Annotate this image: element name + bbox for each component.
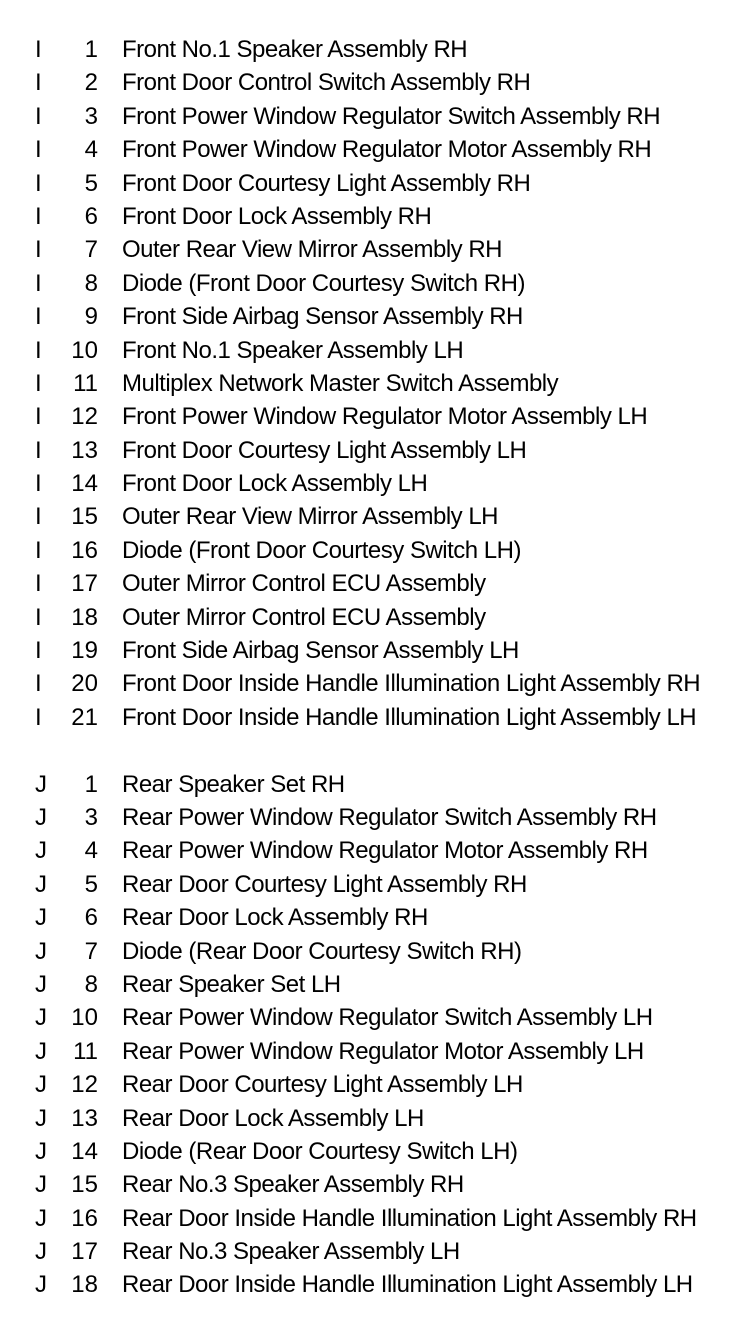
legend-row (0, 567, 752, 600)
connector-letter: I (35, 503, 42, 531)
legend-row (0, 300, 752, 333)
item-number: 14 (71, 1137, 98, 1165)
legend-row (0, 1001, 752, 1034)
item-number: 11 (73, 1037, 98, 1065)
item-number: 9 (84, 303, 98, 331)
connector-letter: I (35, 136, 42, 164)
item-number: 4 (84, 837, 98, 865)
legend-row (0, 167, 752, 200)
legend-row (0, 1035, 752, 1068)
connector-letter: J (35, 1238, 47, 1266)
component-name: Front Door Inside Handle Illumination Light Assembly LH (122, 703, 697, 731)
item-number: 2 (84, 69, 98, 97)
item-number: 15 (71, 503, 98, 531)
component-name: Rear Speaker Set LH (122, 970, 341, 998)
item-number: 17 (71, 570, 98, 598)
item-number: 14 (71, 470, 98, 498)
connector-letter: I (35, 536, 42, 564)
item-number: 21 (71, 703, 98, 731)
legend-row (0, 233, 752, 266)
component-name: Diode (Rear Door Courtesy Switch RH) (122, 937, 522, 965)
legend-row (0, 200, 752, 233)
item-number: 6 (84, 202, 98, 230)
component-name: Rear Door Courtesy Light Assembly RH (122, 870, 527, 898)
component-name: Diode (Rear Door Courtesy Switch LH) (122, 1137, 518, 1165)
legend-row (0, 1235, 752, 1268)
component-name: Rear Speaker Set RH (122, 770, 345, 798)
item-number: 17 (71, 1238, 98, 1266)
item-number: 13 (71, 436, 98, 464)
connector-letter: J (35, 1004, 47, 1032)
component-name: Rear Door Lock Assembly LH (122, 1104, 424, 1132)
component-name: Outer Mirror Control ECU Assembly (122, 570, 486, 598)
legend-section-j (0, 768, 752, 1302)
connector-letter: J (35, 770, 47, 798)
component-name: Outer Mirror Control ECU Assembly (122, 603, 486, 631)
connector-letter: J (35, 1271, 47, 1299)
legend-row (0, 1135, 752, 1168)
connector-letter: I (35, 436, 42, 464)
legend-row (0, 701, 752, 734)
component-name: Rear Power Window Regulator Switch Assembly LH (122, 1004, 653, 1032)
item-number: 7 (84, 937, 98, 965)
component-name: Front Power Window Regulator Switch Assembly RH (122, 102, 661, 130)
connector-letter: J (35, 837, 47, 865)
component-name: Multiplex Network Master Switch Assembly (122, 369, 559, 397)
component-name: Front Power Window Regulator Motor Assembly RH (122, 136, 652, 164)
legend-row (0, 935, 752, 968)
component-name: Front Door Lock Assembly LH (122, 470, 428, 498)
component-name: Front Door Inside Handle Illumination Light Assembly RH (122, 670, 701, 698)
connector-letter: J (35, 1171, 47, 1199)
item-number: 19 (71, 637, 98, 665)
connector-letter: I (35, 303, 42, 331)
item-number: 1 (84, 36, 98, 63)
connector-letter: I (35, 570, 42, 598)
connector-letter: I (35, 670, 42, 698)
legend-row (0, 534, 752, 567)
item-number: 13 (71, 1104, 98, 1132)
connector-letter: J (35, 1204, 47, 1232)
connector-letter: I (35, 202, 42, 230)
item-number: 16 (71, 536, 98, 564)
component-name: Rear Door Inside Handle Illumination Light Assembly RH (122, 1204, 697, 1232)
component-name: Rear No.3 Speaker Assembly RH (122, 1171, 464, 1199)
item-number: 5 (84, 870, 98, 898)
legend-row (0, 434, 752, 467)
legend-row (0, 33, 752, 66)
component-name: Front Side Airbag Sensor Assembly LH (122, 637, 519, 665)
connector-letter: J (35, 1071, 47, 1099)
item-number: 15 (71, 1171, 98, 1199)
legend-row (0, 1202, 752, 1235)
connector-letter: I (35, 470, 42, 498)
item-number: 18 (71, 603, 98, 631)
legend-row (0, 901, 752, 934)
component-name: Outer Rear View Mirror Assembly LH (122, 503, 498, 531)
connector-letter: J (35, 1137, 47, 1165)
connector-letter: J (35, 1104, 47, 1132)
item-number: 18 (71, 1271, 98, 1299)
legend-row (0, 1268, 752, 1301)
connector-letter: I (35, 336, 42, 364)
component-name: Rear Power Window Regulator Switch Assembly RH (122, 803, 657, 831)
component-legend (0, 33, 752, 1302)
item-number: 4 (84, 136, 98, 164)
legend-row (0, 500, 752, 533)
component-name: Rear Door Inside Handle Illumination Light Assembly LH (122, 1271, 693, 1299)
item-number: 8 (84, 970, 98, 998)
connector-letter: I (35, 637, 42, 665)
legend-row (0, 133, 752, 166)
connector-letter: I (35, 69, 42, 97)
legend-row (0, 634, 752, 667)
item-number: 20 (71, 670, 98, 698)
component-name: Diode (Front Door Courtesy Switch RH) (122, 269, 525, 297)
item-number: 6 (84, 904, 98, 932)
legend-row (0, 100, 752, 133)
component-name: Front No.1 Speaker Assembly RH (122, 36, 468, 63)
connector-letter: I (35, 269, 42, 297)
component-name: Front Side Airbag Sensor Assembly RH (122, 303, 523, 331)
legend-row (0, 400, 752, 433)
connector-letter: I (35, 603, 42, 631)
component-name: Rear Power Window Regulator Motor Assembly LH (122, 1037, 644, 1065)
connector-letter: J (35, 870, 47, 898)
legend-row (0, 834, 752, 867)
legend-row (0, 267, 752, 300)
connector-letter: I (35, 703, 42, 731)
component-name: Front No.1 Speaker Assembly LH (122, 336, 464, 364)
legend-row (0, 801, 752, 834)
component-name: Front Power Window Regulator Motor Assembly LH (122, 403, 648, 431)
item-number: 11 (73, 369, 98, 397)
connector-letter: J (35, 803, 47, 831)
component-name: Rear Power Window Regulator Motor Assembly RH (122, 837, 648, 865)
legend-row (0, 1068, 752, 1101)
legend-row (0, 467, 752, 500)
legend-row (0, 868, 752, 901)
connector-letter: I (35, 403, 42, 431)
item-number: 3 (84, 102, 98, 130)
connector-letter: J (35, 1037, 47, 1065)
legend-row (0, 768, 752, 801)
connector-letter: I (35, 169, 42, 197)
item-number: 7 (84, 236, 98, 264)
legend-row (0, 1102, 752, 1135)
connector-letter: I (35, 36, 42, 63)
legend-row (0, 1168, 752, 1201)
legend-row (0, 968, 752, 1001)
component-name: Front Door Courtesy Light Assembly LH (122, 436, 527, 464)
item-number: 1 (84, 770, 98, 798)
connector-letter: I (35, 369, 42, 397)
item-number: 8 (84, 269, 98, 297)
legend-row (0, 367, 752, 400)
item-number: 10 (71, 1004, 98, 1032)
item-number: 16 (71, 1204, 98, 1232)
component-name: Front Door Courtesy Light Assembly RH (122, 169, 531, 197)
connector-letter: J (35, 970, 47, 998)
component-name: Rear Door Courtesy Light Assembly LH (122, 1071, 523, 1099)
connector-letter: J (35, 937, 47, 965)
component-name: Outer Rear View Mirror Assembly RH (122, 236, 502, 264)
legend-row (0, 334, 752, 367)
connector-letter: I (35, 102, 42, 130)
item-number: 3 (84, 803, 98, 831)
legend-row (0, 601, 752, 634)
connector-letter: I (35, 236, 42, 264)
legend-row (0, 66, 752, 99)
component-name: Front Door Control Switch Assembly RH (122, 69, 531, 97)
item-number: 12 (71, 1071, 98, 1099)
component-name: Diode (Front Door Courtesy Switch LH) (122, 536, 521, 564)
component-name: Rear Door Lock Assembly RH (122, 904, 428, 932)
legend-section-i (0, 33, 752, 734)
component-name: Front Door Lock Assembly RH (122, 202, 432, 230)
legend-row (0, 667, 752, 700)
connector-letter: J (35, 904, 47, 932)
item-number: 5 (84, 169, 98, 197)
item-number: 10 (71, 336, 98, 364)
item-number: 12 (71, 403, 98, 431)
component-name: Rear No.3 Speaker Assembly LH (122, 1238, 460, 1266)
